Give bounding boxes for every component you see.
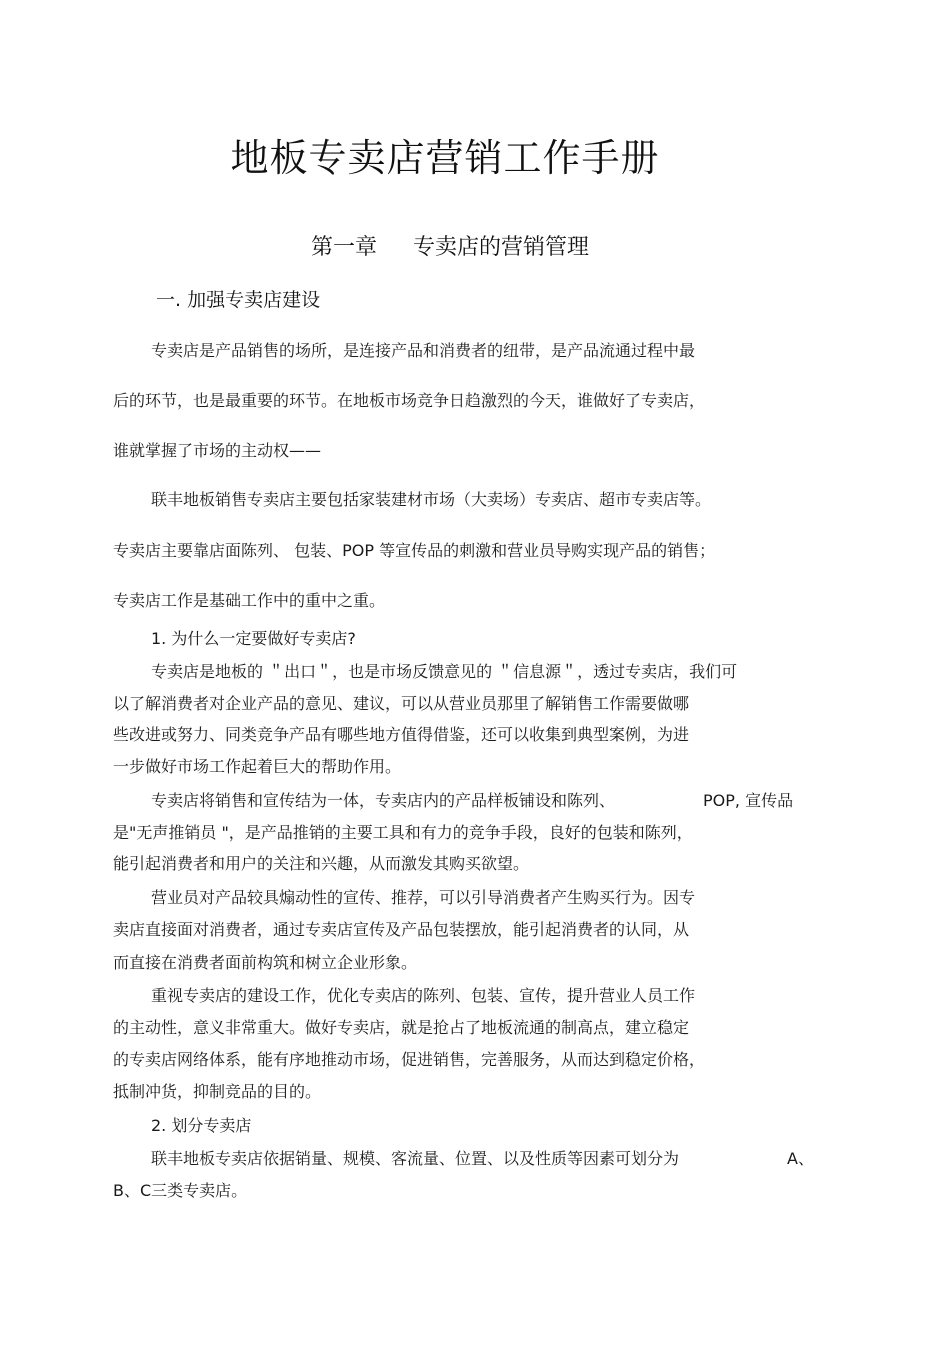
subsection-heading: 2. 划分专卖店 — [151, 1116, 252, 1135]
paragraph-line: 而直接在消费者面前构筑和树立企业形象。 — [113, 953, 418, 972]
paragraph-line: 能引起消费者和用户的关注和兴趣，从而激发其购买欲望。 — [113, 854, 530, 873]
paragraph-line: 些改进或努力、同类竞争产品有哪些地方值得借鉴，还可以收集到典型案例，为进 — [113, 725, 690, 744]
paragraph-line: 专卖店将销售和宣传结为一体，专卖店内的产品样板铺设和陈列、 — [151, 791, 616, 810]
paragraph-line: B、C三类专卖店。 — [113, 1181, 248, 1200]
paragraph-line: 卖店直接面对消费者，通过专卖店宣传及产品包装摆放，能引起消费者的认同，从 — [113, 920, 690, 939]
paragraph-line: 营业员对产品较具煽动性的宣传、推荐，可以引导消费者产生购买行为。因专 — [151, 888, 696, 907]
paragraph-line: 重视专卖店的建设工作，优化专卖店的陈列、包装、宣传，提升营业人员工作 — [151, 986, 696, 1005]
chapter-number: 第一章 — [310, 235, 377, 260]
paragraph-line: 联丰地板销售专卖店主要包括家装建材市场（大卖场）专卖店、超市专卖店等。 — [151, 490, 712, 509]
paragraph-line: 专卖店是产品销售的场所，是连接产品和消费者的纽带，是产品流通过程中最 — [151, 341, 696, 360]
paragraph-line: 专卖店主要靠店面陈列、 包装、POP 等宣传品的刺激和营业员导购实现产品的销售； — [113, 541, 716, 560]
paragraph-line: 后的环节，也是最重要的环节。在地板市场竞争日趋激烈的今天，谁做好了专卖店， — [113, 391, 706, 410]
chapter-name: 专卖店的营销管理 — [413, 235, 590, 260]
chapter-heading — [0, 232, 900, 264]
paragraph-line: 是"无声推销员 "，是产品推销的主要工具和有力的竞争手段，良好的包装和陈列， — [113, 823, 693, 842]
paragraph-line: 抵制冲货，抑制竞品的目的。 — [113, 1082, 322, 1101]
paragraph-line-end: A、 — [787, 1149, 814, 1168]
paragraph-line: 联丰地板专卖店依据销量、规模、客流量、位置、以及性质等因素可划分为 — [151, 1149, 680, 1168]
paragraph-line: 以了解消费者对企业产品的意见、建议，可以从营业员那里了解销售工作需要做哪 — [113, 694, 690, 713]
paragraph-line: 的专卖店网络体系，能有序地推动市场，促进销售，完善服务，从而达到稳定价格， — [113, 1050, 706, 1069]
paragraph-line: 一步做好市场工作起着巨大的帮助作用。 — [113, 757, 402, 776]
section-heading: 一. 加强专卖店建设 — [156, 289, 321, 311]
document-title: 地板专卖店营销工作手册 — [230, 136, 660, 180]
paragraph-line: 的主动性，意义非常重大。做好专卖店，就是抢占了地板流通的制高点，建立稳定 — [113, 1018, 690, 1037]
paragraph-line: 专卖店工作是基础工作中的重中之重。 — [113, 591, 386, 610]
paragraph-line-end: POP, 宣传品 — [703, 791, 794, 810]
subsection-heading: 1. 为什么一定要做好专卖店? — [151, 629, 356, 648]
paragraph-line: 专卖店是地板的 ＂出口＂，也是市场反馈意见的 ＂信息源＂，透过专卖店，我们可 — [151, 662, 738, 681]
paragraph-line: 谁就掌握了市场的主动权—— — [113, 441, 322, 460]
